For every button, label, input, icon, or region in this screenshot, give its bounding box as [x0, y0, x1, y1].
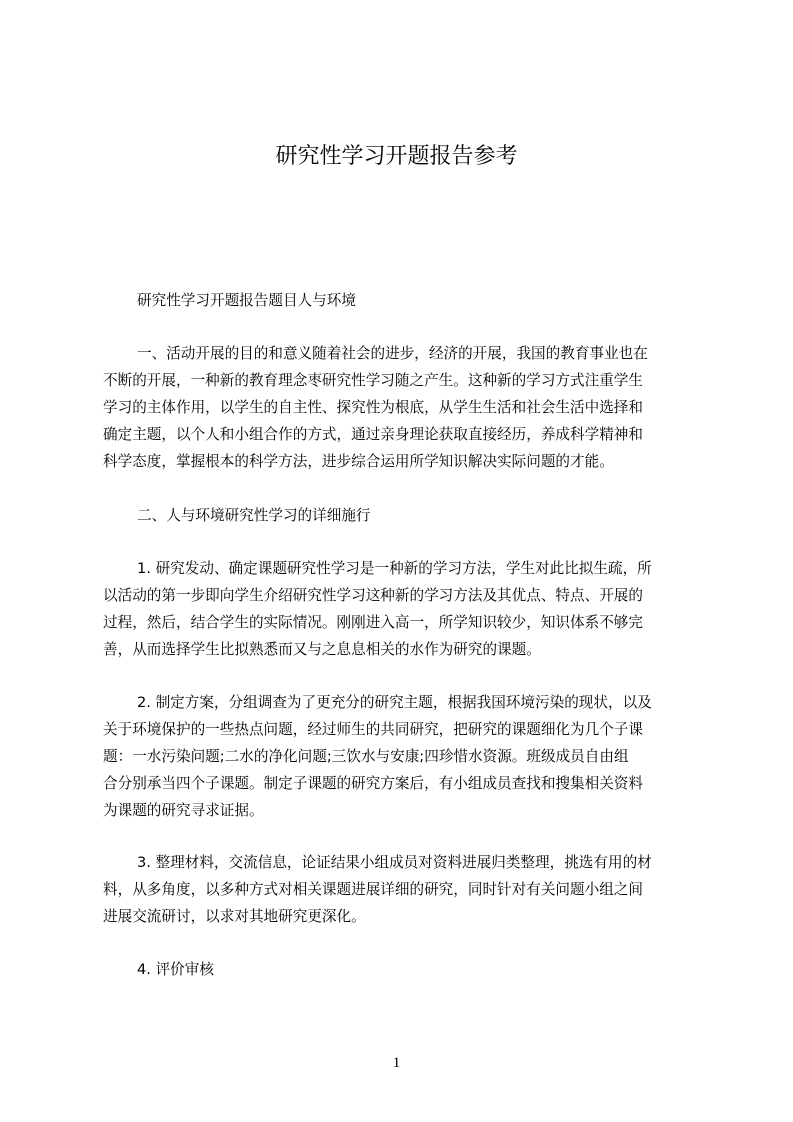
section1-paragraph [103, 340, 703, 475]
subtitle-block [103, 287, 703, 314]
item4-block [103, 956, 703, 983]
paragraph-line: 合分别承当四个子课题。制定子课题的研究方案后，有小组成员查找和搜集相关资料 [103, 775, 643, 792]
paragraph-line: 学习的主体作用，以学生的自主性、探究性为根底，从学生生活和社会生活中选择和 [103, 399, 643, 416]
paragraph-line: 为课题的研究寻求证据。 [103, 802, 264, 819]
document-title: 研究性学习开题报告参考 [275, 144, 518, 169]
paragraph-line: 料，从多角度，以多种方式对相关课题进展详细的研究，同时针对有关问题小组之间 [103, 881, 643, 898]
section2-heading: 二、人与环境研究性学习的详细施行 [137, 507, 371, 524]
paragraph-line: 以活动的第一步即向学生介绍研究性学习这种新的学习方法及其优点、特点、开展的 [103, 587, 643, 604]
paragraph-line: 确定主题，以个人和小组合作的方式，通过亲身理论获取直接经历，养成科学精神和 [103, 426, 643, 443]
paragraph-line: 一、活动开展的目的和意义随着社会的进步，经济的开展，我国的教育事业也在 [137, 345, 648, 362]
paragraph-line: 进展交流研讨，以求对其地研究更深化。 [103, 908, 366, 925]
paragraph-line: 2. 制定方案，分组调查为了更充分的研究主题，根据我国环境污染的现状，以及 [137, 694, 652, 711]
subtitle: 研究性学习开题报告题目人与环境 [137, 292, 356, 309]
paragraph-line: 3. 整理材料，交流信息，论证结果小组成员对资料进展归类整理，挑选有用的材 [137, 854, 652, 871]
item1-paragraph [103, 555, 703, 663]
item3-paragraph [103, 849, 703, 930]
paragraph-line: 关于环境保护的一些热点问题，经过师生的共同研究，把研究的课题细化为几个子课 [103, 721, 643, 738]
paragraph-line: 题：一水污染问题;二水的净化问题;三饮水与安康;四珍惜水资源。班级成员自由组 [103, 748, 629, 765]
paragraph-line: 科学态度，掌握根本的科学方法，进步综合运用所学知识解决实际问题的才能。 [103, 453, 614, 470]
paragraph-line: 不断的开展，一种新的教育理念枣研究性学习随之产生。这种新的学习方式注重学生 [103, 372, 643, 389]
paragraph-line: 过程，然后，结合学生的实际情况。刚刚进入高一，所学知识较少，知识体系不够完 [103, 614, 643, 631]
item2-paragraph [103, 689, 703, 824]
item4-heading: 4. 评价审核 [137, 961, 214, 978]
paragraph-line: 善，从而选择学生比拟熟悉而又与之息息相关的水作为研究的课题。 [103, 641, 541, 658]
paragraph-line: 1. 研究发动、确定课题研究性学习是一种新的学习方法，学生对此比拟生疏，所 [137, 560, 652, 577]
page-number: 1 [392, 1055, 401, 1071]
section2-heading-block [103, 502, 703, 529]
